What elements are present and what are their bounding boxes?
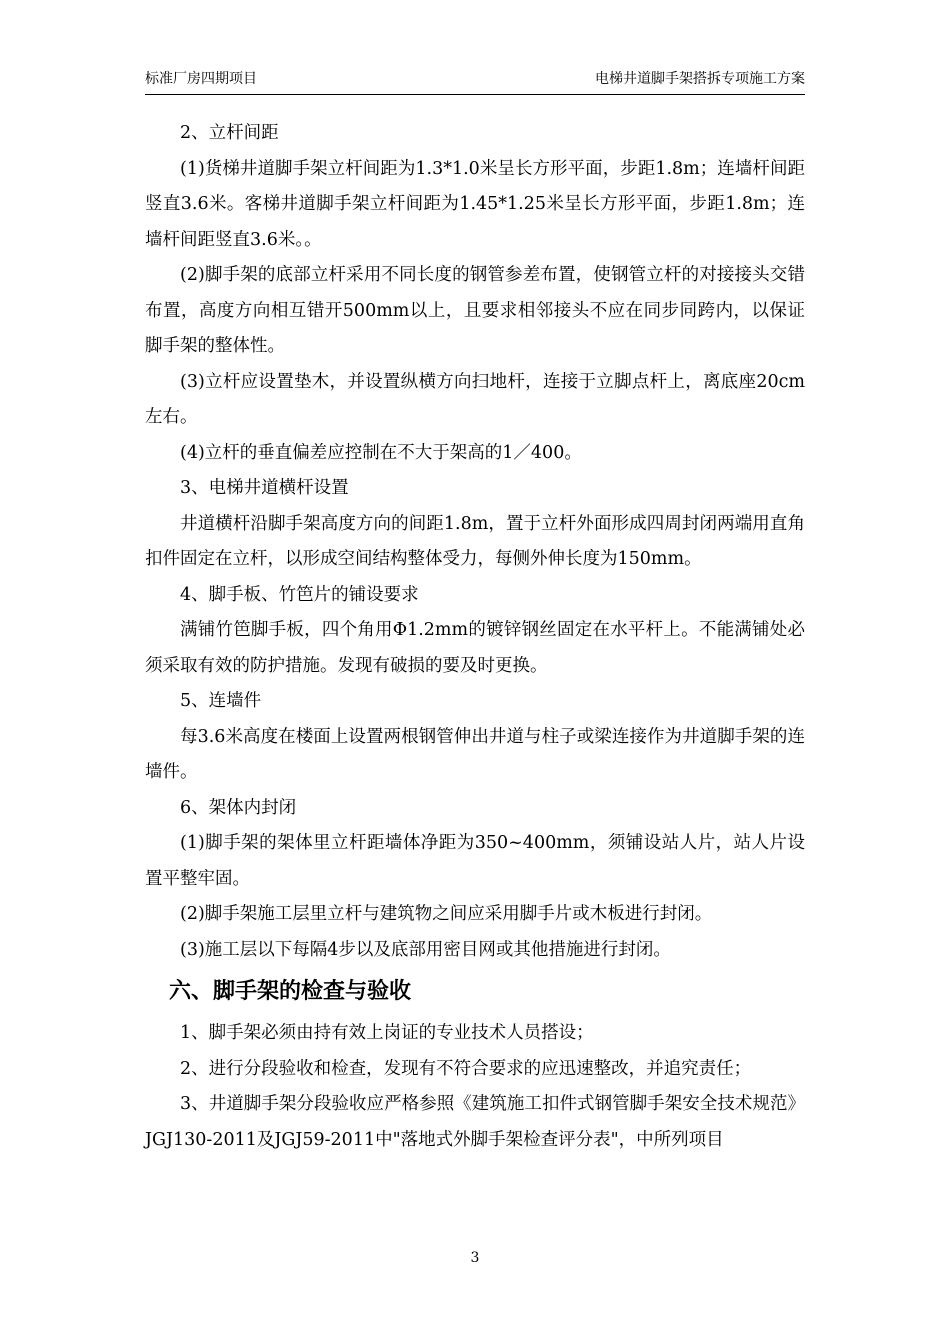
paragraph: (1)货梯井道脚手架立杆间距为1.3*1.0米呈长方形平面，步距1.8m；连墙杆间距竖直3.6米。客梯井道脚手架立杆间距为1.45*1.25米呈长方形平面，步距1.8m；连墙杆间距竖直3.6米。。 <box>145 158 805 250</box>
paragraph: (2)脚手架的底部立杆采用不同长度的钢管参差布置，使钢管立杆的对接接头交错布置，高度方向相互错开500mm以上，且要求相邻接头不应在同步同跨内，以保证脚手架的整体性。 <box>145 265 805 356</box>
paragraph: (4)立杆的垂直偏差应控制在不大于架高的1／400。 <box>180 442 582 463</box>
paragraph: 每3.6米高度在楼面上设置两根钢管伸出井道与柱子或梁连接作为井道脚手架的连墙件。 <box>145 726 805 782</box>
paragraph: (3)施工层以下每隔4步以及底部用密目网或其他措施进行封闭。 <box>180 939 671 960</box>
page-header <box>145 70 805 95</box>
subheading-enclosure: 6、架体内封闭 <box>180 797 297 818</box>
section-heading: 六、脚手架的检查与验收 <box>169 979 412 1004</box>
document-body <box>145 116 805 1158</box>
paragraph: (3)立杆应设置垫木，并设置纵横方向扫地杆，连接于立脚点杆上，离底座20cm左右。 <box>145 371 805 427</box>
header-project-name: 标准厂房四期项目 <box>145 71 257 87</box>
paragraph: 3、井道脚手架分段验收应严格参照《建筑施工扣件式钢管脚手架安全技术规范》JGJ130-2011及JGJ59-2011中"落地式外脚手架检查评分表"，中所列项目 <box>145 1094 805 1150</box>
subheading-scaffold-board: 4、脚手板、竹笆片的铺设要求 <box>180 584 419 605</box>
paragraph: 1、脚手架必须由持有效上岗证的专业技术人员搭设； <box>180 1023 594 1043</box>
page-number: 3 <box>470 1250 480 1266</box>
subheading-wall-tie: 5、连墙件 <box>180 691 262 711</box>
subheading-crossbar: 3、电梯井道横杆设置 <box>180 478 349 498</box>
paragraph: (2)脚手架施工层里立杆与建筑物之间应采用脚手片或木板进行封闭。 <box>180 904 713 924</box>
paragraph: 满铺竹笆脚手板，四个角用Φ1.2mm的镀锌钢丝固定在水平杆上。不能满铺处必须采取有效的防护措施。发现有破损的要及时更换。 <box>145 620 805 676</box>
paragraph: 井道横杆沿脚手架高度方向的间距1.8m，置于立杆外面形成四周封闭两端用直角扣件固定在立杆，以形成空间结构整体受力，每侧外伸长度为150mm。 <box>145 513 805 569</box>
header-document-title: 电梯井道脚手架搭拆专项施工方案 <box>595 71 805 87</box>
paragraph: (1)脚手架的架体里立杆距墙体净距为350~400mm，须铺设站人片，站人片设置平整牢固。 <box>145 833 805 889</box>
paragraph: 2、进行分段验收和检查，发现有不符合要求的应迅速整改，并追究责任； <box>180 1058 752 1079</box>
subheading-pole-spacing: 2、立杆间距 <box>180 123 279 143</box>
